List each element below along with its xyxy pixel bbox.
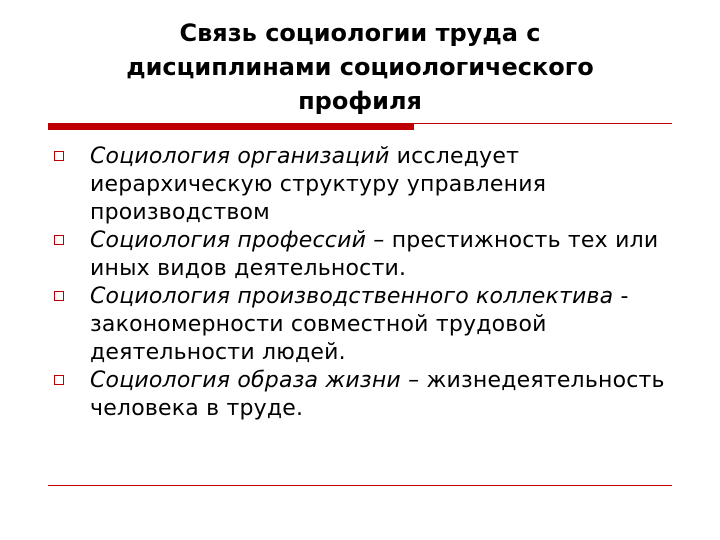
- bullet-text: исследует иерархическую структуру управления производством: [90, 144, 547, 225]
- bullet-text: – жизнедеятельность человека в труде.: [90, 368, 665, 421]
- bullet-item: [0, 227, 720, 283]
- bullet-item: [0, 143, 720, 227]
- slide-title: [60, 16, 660, 118]
- hollow-square-bullet-icon: [54, 235, 64, 245]
- bullet-term: Социология производственного коллектива: [90, 284, 614, 309]
- title-underline-thick: [48, 124, 414, 130]
- bullet-item: [0, 367, 720, 423]
- slide-title-line: Связь социологии труда с: [179, 19, 541, 47]
- slide-title-line: профиля: [298, 87, 422, 115]
- bottom-divider: [48, 485, 672, 486]
- slide-title-line: дисциплинами социологического: [126, 53, 594, 81]
- bullet-text: – престижность тех или иных видов деятельности.: [90, 228, 659, 281]
- bullet-item: [0, 283, 720, 367]
- bullet-term: Социология профессий: [90, 228, 367, 253]
- hollow-square-bullet-icon: [54, 151, 64, 161]
- bullet-text: - закономерности совместной трудовой деятельности людей.: [90, 284, 629, 365]
- hollow-square-bullet-icon: [54, 375, 64, 385]
- hollow-square-bullet-icon: [54, 291, 64, 301]
- bullet-list: [0, 143, 720, 423]
- bullet-term: Социология организаций: [90, 144, 390, 169]
- bullet-term: Социология образа жизни: [90, 368, 401, 393]
